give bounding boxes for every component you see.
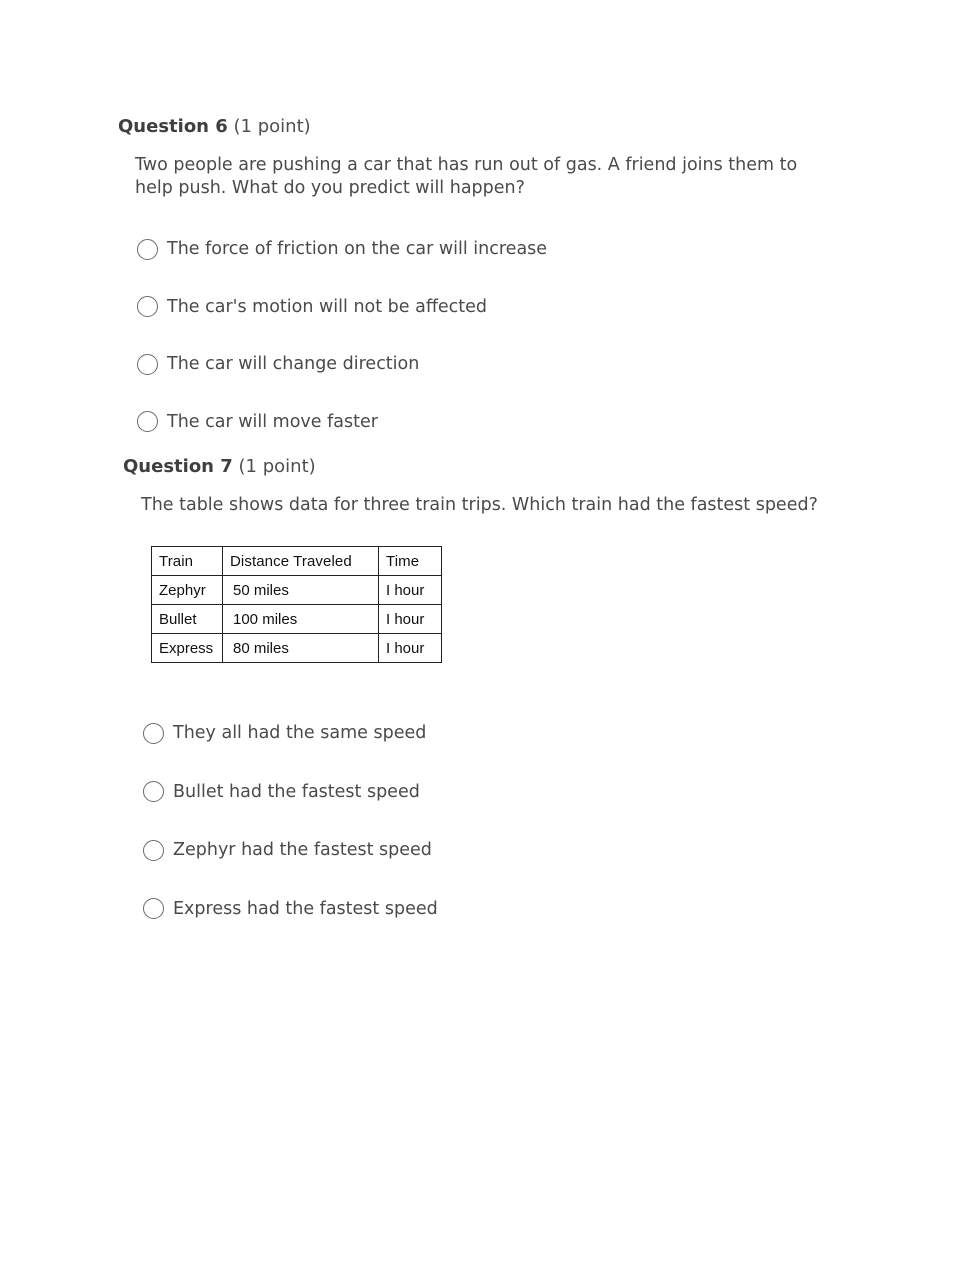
answer-option[interactable] (137, 409, 547, 435)
answer-option-label[interactable]: The car's motion will not be affected (167, 296, 488, 317)
answer-option-label[interactable]: The car will change direction (167, 354, 420, 374)
answer-option-label[interactable]: Express had the fastest speed (173, 898, 438, 919)
answer-option[interactable] (143, 720, 438, 746)
answer-options (137, 236, 547, 466)
radio-button[interactable] (137, 411, 158, 432)
answer-options (143, 720, 438, 954)
table-header-row (152, 547, 442, 576)
radio-button[interactable] (137, 296, 158, 317)
answer-option[interactable] (143, 779, 438, 805)
table-cell: 80 miles (223, 634, 379, 663)
table-header-cell: Time (379, 547, 442, 576)
question-prompt: Two people are pushing a car that has run out of gas. A friend joins them to help push. What do you predict will happen? (135, 155, 798, 198)
question-header (123, 454, 316, 480)
table-header-cell: Train (152, 547, 223, 576)
table-cell: 50 miles (223, 576, 379, 605)
table-cell: I hour (379, 605, 442, 634)
radio-button[interactable] (137, 354, 158, 375)
table-cell: Bullet (152, 605, 223, 634)
table-row (152, 634, 442, 663)
answer-option-label[interactable]: The car will move faster (167, 411, 378, 432)
answer-option[interactable] (137, 351, 547, 377)
answer-option[interactable] (137, 294, 547, 320)
radio-button[interactable] (143, 781, 164, 802)
table-row (152, 605, 442, 634)
answer-option[interactable] (143, 837, 438, 863)
table-cell: I hour (379, 634, 442, 663)
table-cell: Express (152, 634, 223, 663)
table-cell: 100 miles (223, 605, 379, 634)
radio-button[interactable] (137, 239, 158, 260)
train-data-table (151, 546, 442, 663)
table-cell: I hour (379, 576, 442, 605)
table-cell: Zephyr (152, 576, 223, 605)
answer-option-label[interactable]: Zephyr had the fastest speed (173, 840, 432, 860)
question-title: Question 6 (118, 116, 228, 137)
answer-option-label[interactable]: Bullet had the fastest speed (173, 781, 420, 802)
question-title: Question 7 (123, 456, 233, 477)
question-prompt: The table shows data for three train trips. Which train had the fastest speed? (141, 495, 818, 515)
answer-option-label[interactable]: They all had the same speed (173, 723, 427, 743)
question-header (118, 114, 311, 140)
table-header-cell: Distance Traveled (223, 547, 379, 576)
radio-button[interactable] (143, 840, 164, 861)
answer-option[interactable] (137, 236, 547, 262)
radio-button[interactable] (143, 898, 164, 919)
answer-option[interactable] (143, 896, 438, 922)
question-points: (1 point) (233, 116, 311, 137)
answer-option-label[interactable]: The force of friction on the car will increase (167, 239, 548, 259)
radio-button[interactable] (143, 723, 164, 744)
table-row (152, 576, 442, 605)
question-points: (1 point) (238, 456, 316, 477)
